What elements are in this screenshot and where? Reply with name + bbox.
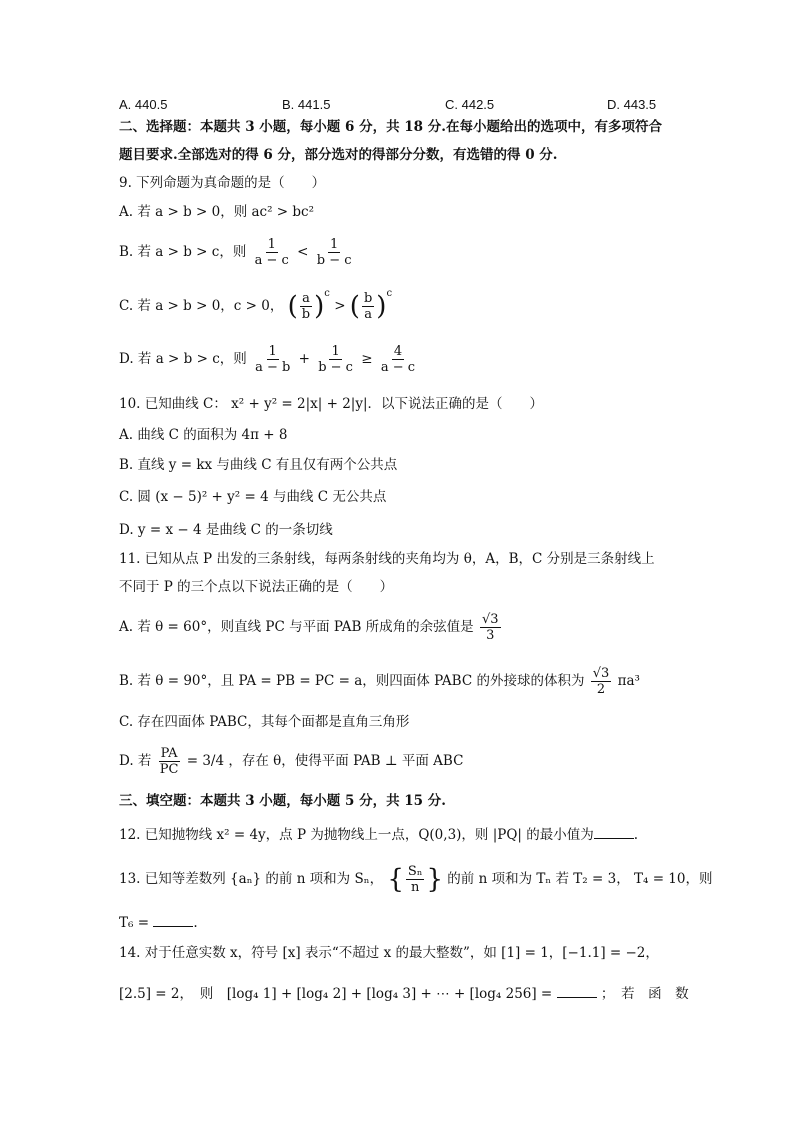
- q11-a-frac-num: √3: [481, 612, 499, 627]
- option-a: A. 440.5: [119, 97, 168, 112]
- q9-c-paren-open-1: (: [287, 291, 298, 322]
- q9-option-d: [119, 345, 419, 374]
- section2-header-line2: 题目要求.全部选对的得 6 分，部分选对的得部分分数，有选错的得 0 分.: [119, 147, 558, 163]
- q9-c-paren-close-1: ): [314, 291, 325, 322]
- q11-a-prefix: A. 若 θ = 60°，则直线 PC 与平面 PAB 所成角的余弦值是: [119, 619, 474, 635]
- option-c: C. 442.5: [445, 97, 495, 112]
- q9-d-frac2-num: 1: [331, 344, 340, 359]
- q11-b-suffix: πa³: [617, 673, 640, 689]
- q9-b-op: <: [297, 244, 309, 260]
- q12-answer-blank[interactable]: [594, 826, 634, 839]
- q9-c-frac1-den: b: [301, 307, 311, 322]
- q13-line1: [119, 865, 712, 894]
- q9-stem: 9. 下列命题为真命题的是（ ）: [119, 175, 326, 191]
- q9-d-frac3: [379, 345, 417, 374]
- q9-d-frac1: [253, 345, 292, 374]
- q9-c-exp1: c: [324, 288, 330, 299]
- q12-text: 12. 已知抛物线 x² = 4y，点 P 为抛物线上一点，Q(0,3)，则 |PQ| 的最小值为: [119, 827, 594, 843]
- q11-d-suffix: ，存在 θ，使得平面 PAB ⊥ 平面 ABC: [228, 753, 464, 769]
- q14-line1: 14. 对于任意实数 x，符号 [x] 表示“不超过 x 的最大整数”，如 [1] = 1，[−1.1] = −2，: [119, 945, 659, 961]
- options-row: [119, 97, 679, 113]
- q11-d-prefix: D. 若: [119, 753, 152, 769]
- q11-b-frac-den: 2: [596, 682, 606, 697]
- q13-brace-close: }: [426, 864, 443, 895]
- q9-b-frac2: [315, 238, 354, 267]
- q10-option-a: A. 曲线 C 的面积为 4π + 8: [119, 427, 288, 443]
- q9-c-frac2-den: a: [364, 307, 372, 322]
- q9-b-frac1-num: 1: [267, 237, 276, 252]
- q11-option-c: C. 存在四面体 PABC，其每个面都是直角三角形: [119, 714, 410, 730]
- q9-d-frac1-den: a − b: [255, 360, 291, 375]
- q9-b-frac2-num: 1: [329, 237, 339, 252]
- q9-c-frac1: [300, 292, 312, 321]
- q13-middle: 的前 n 项和为 Tₙ 若 T₂ = 3， T₄ = 10，则: [447, 871, 713, 887]
- q10-option-c: C. 圆 (x − 5)² + y² = 4 与曲线 C 无公共点: [119, 489, 387, 505]
- q10-option-d: D. y = x − 4 是曲线 C 的一条切线: [119, 522, 333, 538]
- q11-stem-line1: 11. 已知从点 P 出发的三条射线，每两条射线的夹角均为 θ，A，B，C 分别是三条射线上: [119, 551, 655, 567]
- q9-b-frac1: [253, 238, 291, 267]
- q9-d-prefix: D. 若 a > b > c，则: [119, 351, 247, 367]
- q11-b-frac-num: √3: [592, 666, 610, 681]
- q10-stem: 10. 已知曲线 C： x² + y² = 2|x| + 2|y|．以下说法正确的是（ ）: [119, 396, 544, 412]
- q13-frac: [406, 865, 425, 894]
- q9-c-frac2-num: b: [363, 291, 373, 306]
- q14-line2-prefix: [2.5] = 2， 则 [log₄ 1] + [log₄ 2] + [log₄ 3] + ⋯ + [log₄ 256] =: [119, 986, 553, 1002]
- q11-b-prefix: B. 若 θ = 90°，且 PA = PB = PC = a，则四面体 PABC 的外接球的体积为: [119, 673, 585, 689]
- q11-d-frac-num: PA: [160, 746, 178, 761]
- q14-line2-suffix: ； 若 函 数: [600, 986, 689, 1002]
- q9-c-paren-close-2: ): [376, 291, 387, 322]
- q9-option-c: [119, 289, 392, 321]
- q9-b-frac1-den: a − c: [254, 253, 289, 268]
- q9-option-b: [119, 238, 356, 267]
- option-b: B. 441.5: [282, 97, 331, 112]
- q9-c-op: >: [334, 298, 346, 314]
- q13-brace-open: {: [387, 864, 404, 895]
- q9-d-frac1-num: 1: [268, 344, 277, 359]
- q11-a-frac: [480, 613, 501, 642]
- q9-option-a: A. 若 a > b > 0，则 ac² > bc²: [119, 204, 315, 220]
- q11-a-frac-den: 3: [486, 628, 495, 643]
- q13-line2: T₆ = .: [119, 915, 198, 931]
- q9-b-prefix: B. 若 a > b > c，则: [119, 244, 247, 260]
- q11-d-frac-den: PC: [159, 762, 179, 777]
- q9-c-exp2: c: [386, 288, 393, 299]
- q9-d-plus: +: [298, 351, 310, 367]
- section2-header-line1: 二、选择题：本题共 3 小题，每小题 6 分，共 18 分.在每小题给出的选项中，有多项符合: [119, 119, 662, 135]
- q10-option-b: B. 直线 y = kx 与曲线 C 有且仅有两个公共点: [119, 457, 398, 473]
- q9-c-prefix: C. 若 a > b > 0，c > 0，: [119, 298, 284, 314]
- q11-d-rhs: = 3/4: [186, 753, 225, 769]
- q14-line2: [119, 985, 689, 1002]
- q13-frac-den: n: [411, 880, 420, 895]
- option-d: D. 443.5: [607, 97, 657, 112]
- q11-option-b: [119, 667, 640, 696]
- q9-c-frac1-num: a: [302, 291, 310, 306]
- q9-d-frac2: [316, 345, 355, 374]
- q12: 12. 已知抛物线 x² = 4y，点 P 为抛物线上一点，Q(0,3)，则 |PQ| 的最小值为 .: [119, 827, 639, 843]
- q9-c-frac2: [362, 292, 374, 321]
- q11-b-frac: [591, 667, 612, 696]
- q11-d-frac: [158, 747, 181, 776]
- q14-answer-blank[interactable]: [557, 985, 597, 998]
- q11-option-a: [119, 613, 503, 642]
- q11-stem-line2: 不同于 P 的三个点以下说法正确的是（ ）: [119, 579, 394, 595]
- section3-header: 三、填空题：本题共 3 小题，每小题 5 分，共 15 分.: [119, 793, 446, 809]
- q13-prefix: 13. 已知等差数列 {aₙ} 的前 n 项和为 Sₙ，: [119, 871, 384, 887]
- q13-frac-num: Sₙ: [407, 864, 423, 879]
- q9-d-op: ≥: [361, 351, 373, 367]
- q13-line2-text: T₆ =: [119, 915, 150, 931]
- q9-d-frac2-den: b − c: [318, 360, 353, 375]
- q9-d-frac3-den: a − c: [380, 360, 416, 375]
- q9-d-frac3-num: 4: [393, 344, 403, 359]
- q13-answer-blank[interactable]: [153, 914, 193, 927]
- q9-c-paren-open-2: (: [349, 291, 360, 322]
- q9-b-frac2-den: b − c: [316, 253, 352, 268]
- q11-option-d: [119, 747, 463, 776]
